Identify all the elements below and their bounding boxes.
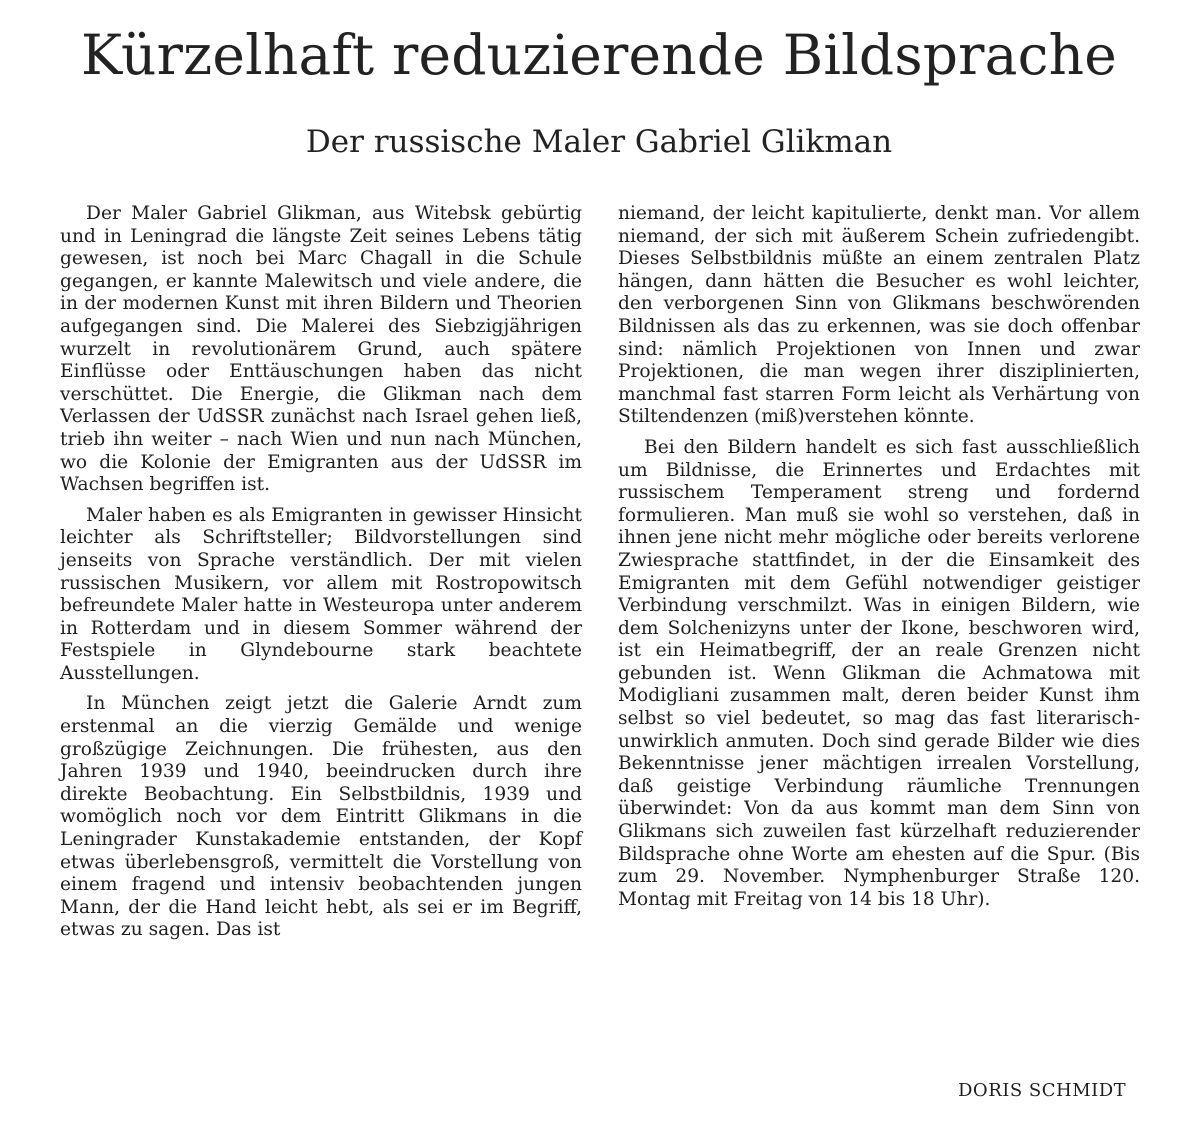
paragraph-4: Bei den Bildern handelt es sich fast ausschließlich um Bildnisse, die Erinnertes und Erdachtes mit russischem Temperament streng und fordernd formulieren. Man muß sie wohl so verstehen, daß in ihnen jene nicht mehr mögliche oder bereits verlorene Zwiesprache stattfindet, in der die Einsamkeit des Emigranten mit dem Gefühl notwendiger geistiger Verbindung verschmilzt. Was in einigen Bildern, wie dem Solchenizyns unter der Ikone, beschworen wird, ist ein Heimatbegriff, der an reale Grenzen nicht gebunden ist. Wenn Glikman die Achmatowa mit Modigliani zusammen malt, deren beider Kunst ihm selbst so viel bedeutet, so mag das fast literarisch-unwirklich anmuten. Doch sind gerade Bilder wie dies Bekenntnisse jener mächtigen irrealen Vorstellung, daß geistige Verbindung räumliche Trennungen überwindet: Von da aus kommt man dem Sinn von Glikmans sich zuweilen fast kürzelhaft reduzierender Bildsprache ohne Worte am ehesten auf die Spur. (Bis zum 29. November. Nymphenburger Straße 120. Montag mit Freitag von 14 bis 18 Uhr). [618, 436, 1140, 910]
author-byline: DORIS SCHMIDT [958, 1080, 1127, 1101]
paragraph-2: Maler haben es als Emigranten in gewisser Hinsicht leichter als Schriftsteller; Bildvorstellungen sind jenseits von Sprache verständlich. Der mit vielen russischen Musikern, vor allem mit Rostropowitsch befreundete Maler hatte in Westeuropa unter anderem in Rotterdam und in diesem Sommer während der Festspiele in Glyndebourne stark beachtete Ausstellungen. [60, 504, 582, 684]
subheadline: Der russische Maler Gabriel Glikman [305, 124, 893, 160]
paragraph-3-continued: niemand, der leicht kapitulierte, denkt man. Vor allem niemand, der sich mit äußerem Schein zufriedengibt. Dieses Selbstbildnis müßte an einem zentralen Platz hängen, dann hätten die Besucher es wohl leichter, den verborgenen Sinn von Glikmans beschwörenden Bildnissen als das zu erkennen, was sie doch offenbar sind: nämlich Projektionen von Innen und zwar Projektionen, die man wegen ihrer disziplinierten, manchmal fast starren Form leicht als Verhärtung von Stiltendenzen (miß)verstehen könnte. [618, 203, 1140, 428]
paragraph-1: Der Maler Gabriel Glikman, aus Witebsk gebürtig und in Leningrad die längste Zeit seines Lebens tätig gewesen, ist noch bei Marc Chagall in die Schule gegangen, er kannte Malewitsch und viele andere, die in der modernen Kunst mit ihren Bildern und Theorien aufgegangen sind. Die Malerei des Siebzigjährigen wurzelt in revolutionärem Grund, auch spätere Einflüsse oder Enttäuschungen haben das nicht verschüttet. Die Energie, die Glikman nach dem Verlassen der UdSSR zunächst nach Israel gehen ließ, trieb ihn weiter – nach Wien und nun nach München, wo die Kolonie der Emigranten aus der UdSSR im Wachsen begriffen ist. [60, 203, 582, 496]
column-left [60, 203, 582, 942]
column-right [618, 203, 1140, 911]
paragraph-3: In München zeigt jetzt die Galerie Arndt zum erstenmal an die vierzig Gemälde und wenige großzügige Zeichnungen. Die frühesten, aus den Jahren 1939 und 1940, beeindrucken durch ihre direkte Beobachtung. Ein Selbstbildnis, 1939 und womöglich noch vor dem Eintritt Glikmans in die Leningrader Kunstakademie entstanden, der Kopf etwas überlebensgroß, vermittelt die Vorstellung von einem fragend und intensiv beobachtenden jungen Mann, der die Hand leicht hebt, als sei er im Begriff, etwas zu sagen. Das ist [60, 693, 582, 941]
headline: Kürzelhaft reduzierende Bildsprache [80, 23, 1118, 87]
